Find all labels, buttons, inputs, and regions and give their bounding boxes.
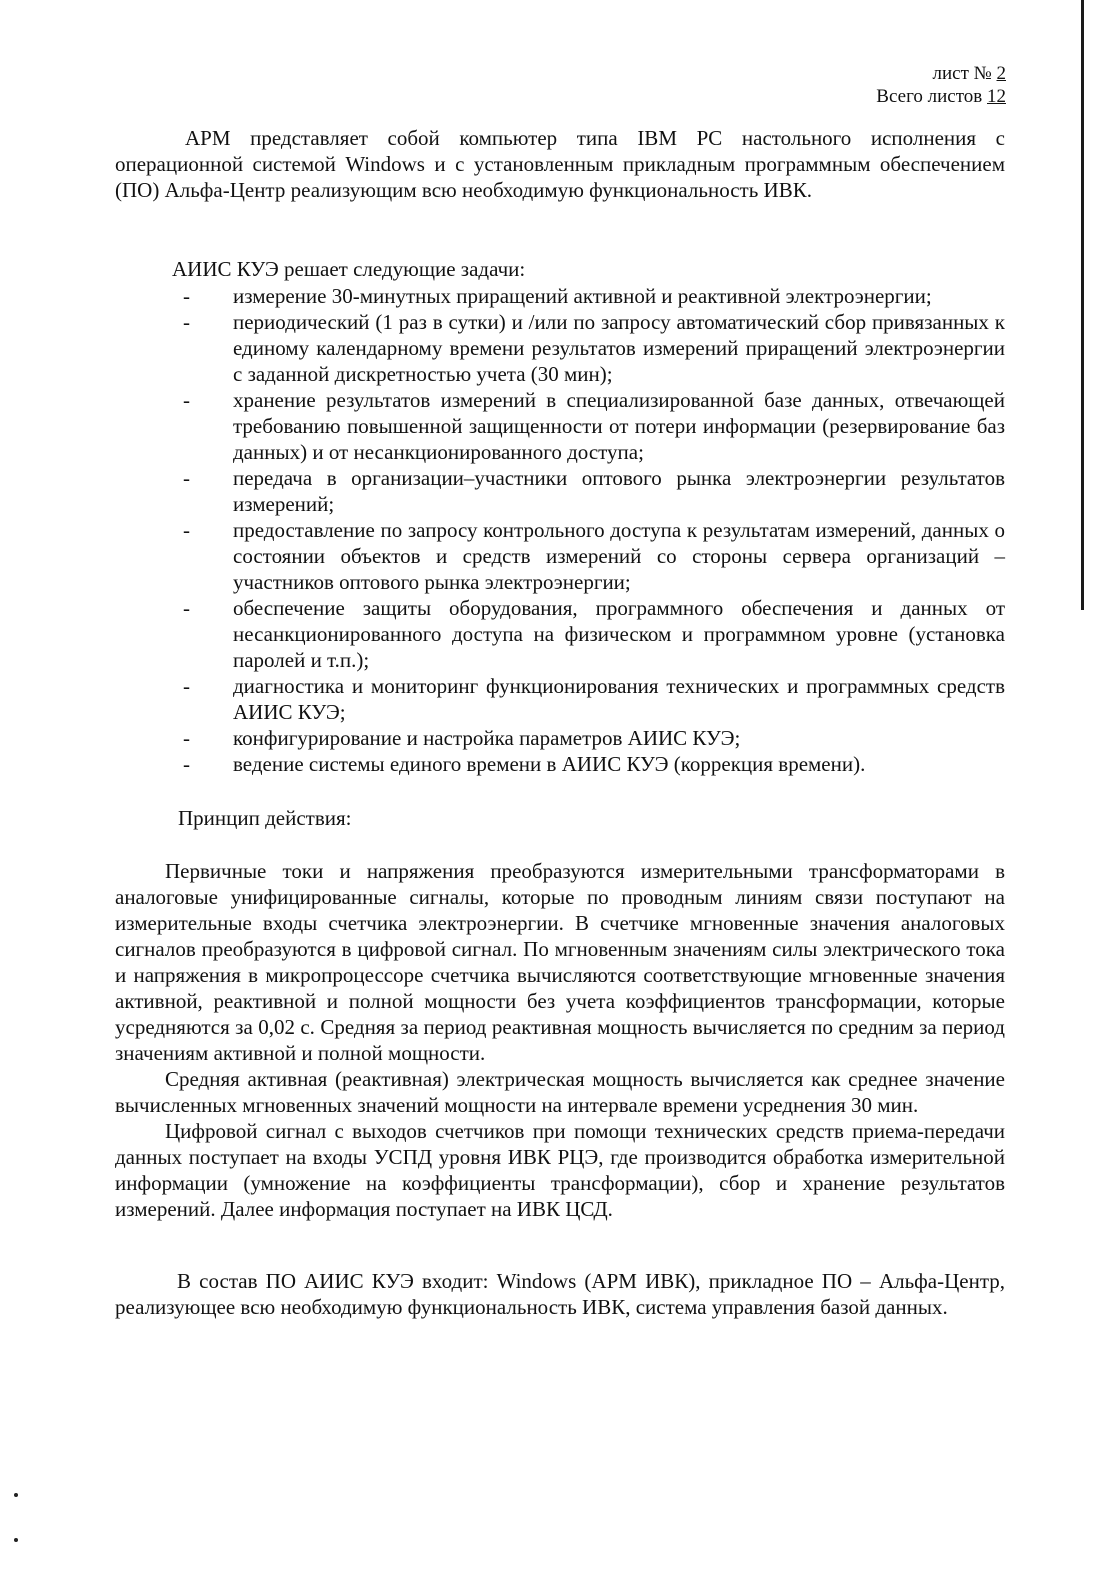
- sheet-number: 2: [996, 63, 1006, 84]
- task-text: предоставление по запросу контрольного доступа к результатам измерений, данных о состоянии объектов и средств измерений со стороны сервера организаций – участников оптового рынка электроэнергии;: [233, 518, 1005, 594]
- sheet-number-line: [876, 62, 1006, 85]
- bullet-dash: -: [183, 596, 190, 620]
- scan-edge-line: [1081, 0, 1084, 610]
- task-text: обеспечение защиты оборудования, программного обеспечения и данных от несанкционированного доступа на физическом и программном уровне (установка паролей и т.п.);: [233, 596, 1005, 672]
- bullet-dash: -: [183, 310, 190, 334]
- task-item: [115, 309, 1005, 387]
- sheet-total-label: Всего листов: [876, 86, 983, 107]
- tasks-title: АИИС КУЭ решает следующие задачи:: [172, 257, 526, 281]
- task-text: диагностика и мониторинг функционирования технических и программных средств АИИС КУЭ;: [233, 674, 1005, 724]
- software-section: [115, 1268, 1005, 1320]
- task-text: хранение результатов измерений в специализированной базе данных, отвечающей требованию повышенной защищенности от потери информации (резервирование баз данных) и от несанкционированного доступа;: [233, 388, 1005, 464]
- principle-paragraph: Средняя активная (реактивная) электрическая мощность вычисляется как среднее значение вычисленных мгновенных значений мощности на интервале времени усреднения 30 мин.: [115, 1067, 1005, 1117]
- task-text: передача в организации–участники оптового рынка электроэнергии результатов измерений;: [233, 466, 1005, 516]
- sheet-total: 12: [987, 86, 1006, 107]
- principle-paragraph: Первичные токи и напряжения преобразуются измерительными трансформаторами в аналоговые унифицированные сигналы, которые по проводным линиям связи поступают на измерительные входы счетчика электроэнергии. В счетчике мгновенные значения аналоговых сигналов преобразуются в цифровой сигнал. По мгновенным значениям силы электрического тока и напряжения в микропроцессоре счетчика вычисляются соответствующие мгновенные значения активной, реактивной и полной мощности без учета коэффициентов трансформации, которые усредняются за 0,02 с. Средняя за период реактивная мощность вычисляется по средним за период значениям активной и полной мощности.: [115, 859, 1005, 1065]
- bullet-dash: -: [183, 466, 190, 490]
- bullet-dash: -: [183, 726, 190, 750]
- bullet-dash: -: [183, 674, 190, 698]
- sheet-total-line: [876, 85, 1006, 108]
- task-item: [115, 725, 1005, 751]
- task-text: периодический (1 раз в сутки) и /или по запросу автоматический сбор привязанных к единому календарному времени результатов измерений приращений электроэнергии с заданной дискретностью учета (30 мин);: [233, 310, 1005, 386]
- bullet-dash: -: [183, 388, 190, 412]
- principle-section: [115, 858, 1005, 1222]
- task-item: [115, 517, 1005, 595]
- sheet-info: [876, 62, 1006, 108]
- task-text: измерение 30-минутных приращений активной и реактивной электроэнергии;: [233, 284, 932, 308]
- principle-title: Принцип действия:: [178, 806, 352, 830]
- intro-paragraph: [115, 125, 1005, 203]
- software-paragraph: В состав ПО АИИС КУЭ входит: Windows (АРМ ИВК), прикладное ПО – Альфа-Центр, реализующее всю необходимую функциональность ИВК, система управления базой данных.: [115, 1269, 1005, 1319]
- task-text: ведение системы единого времени в АИИС КУЭ (коррекция времени).: [233, 752, 866, 776]
- bullet-dash: -: [183, 284, 190, 308]
- task-text: конфигурирование и настройка параметров АИИС КУЭ;: [233, 726, 741, 750]
- bullet-dash: -: [183, 518, 190, 542]
- task-item: [115, 751, 1005, 777]
- task-item: [115, 283, 1005, 309]
- intro-text: АРМ представляет собой компьютер типа IBM PC настольного исполнения с операционной системой Windows и с установленным прикладным программным обеспечением (ПО) Альфа-Центр реализующим всю необходимую функциональность ИВК.: [115, 126, 1005, 202]
- task-list: [115, 283, 1005, 777]
- principle-paragraph: Цифровой сигнал с выходов счетчиков при помощи технических средств приема-передачи данных поступает на входы УСПД уровня ИВК РЦЭ, где производится обработка измерительной информации (умножение на коэффициенты трансформации), сбор и хранение результатов измерений. Далее информация поступает на ИВК ЦСД.: [115, 1119, 1005, 1221]
- task-item: [115, 595, 1005, 673]
- bullet-dash: -: [183, 752, 190, 776]
- scan-speck: [14, 1538, 18, 1542]
- task-item: [115, 465, 1005, 517]
- task-item: [115, 673, 1005, 725]
- task-item: [115, 387, 1005, 465]
- scan-speck: [14, 1493, 18, 1497]
- sheet-number-label: лист №: [932, 63, 992, 84]
